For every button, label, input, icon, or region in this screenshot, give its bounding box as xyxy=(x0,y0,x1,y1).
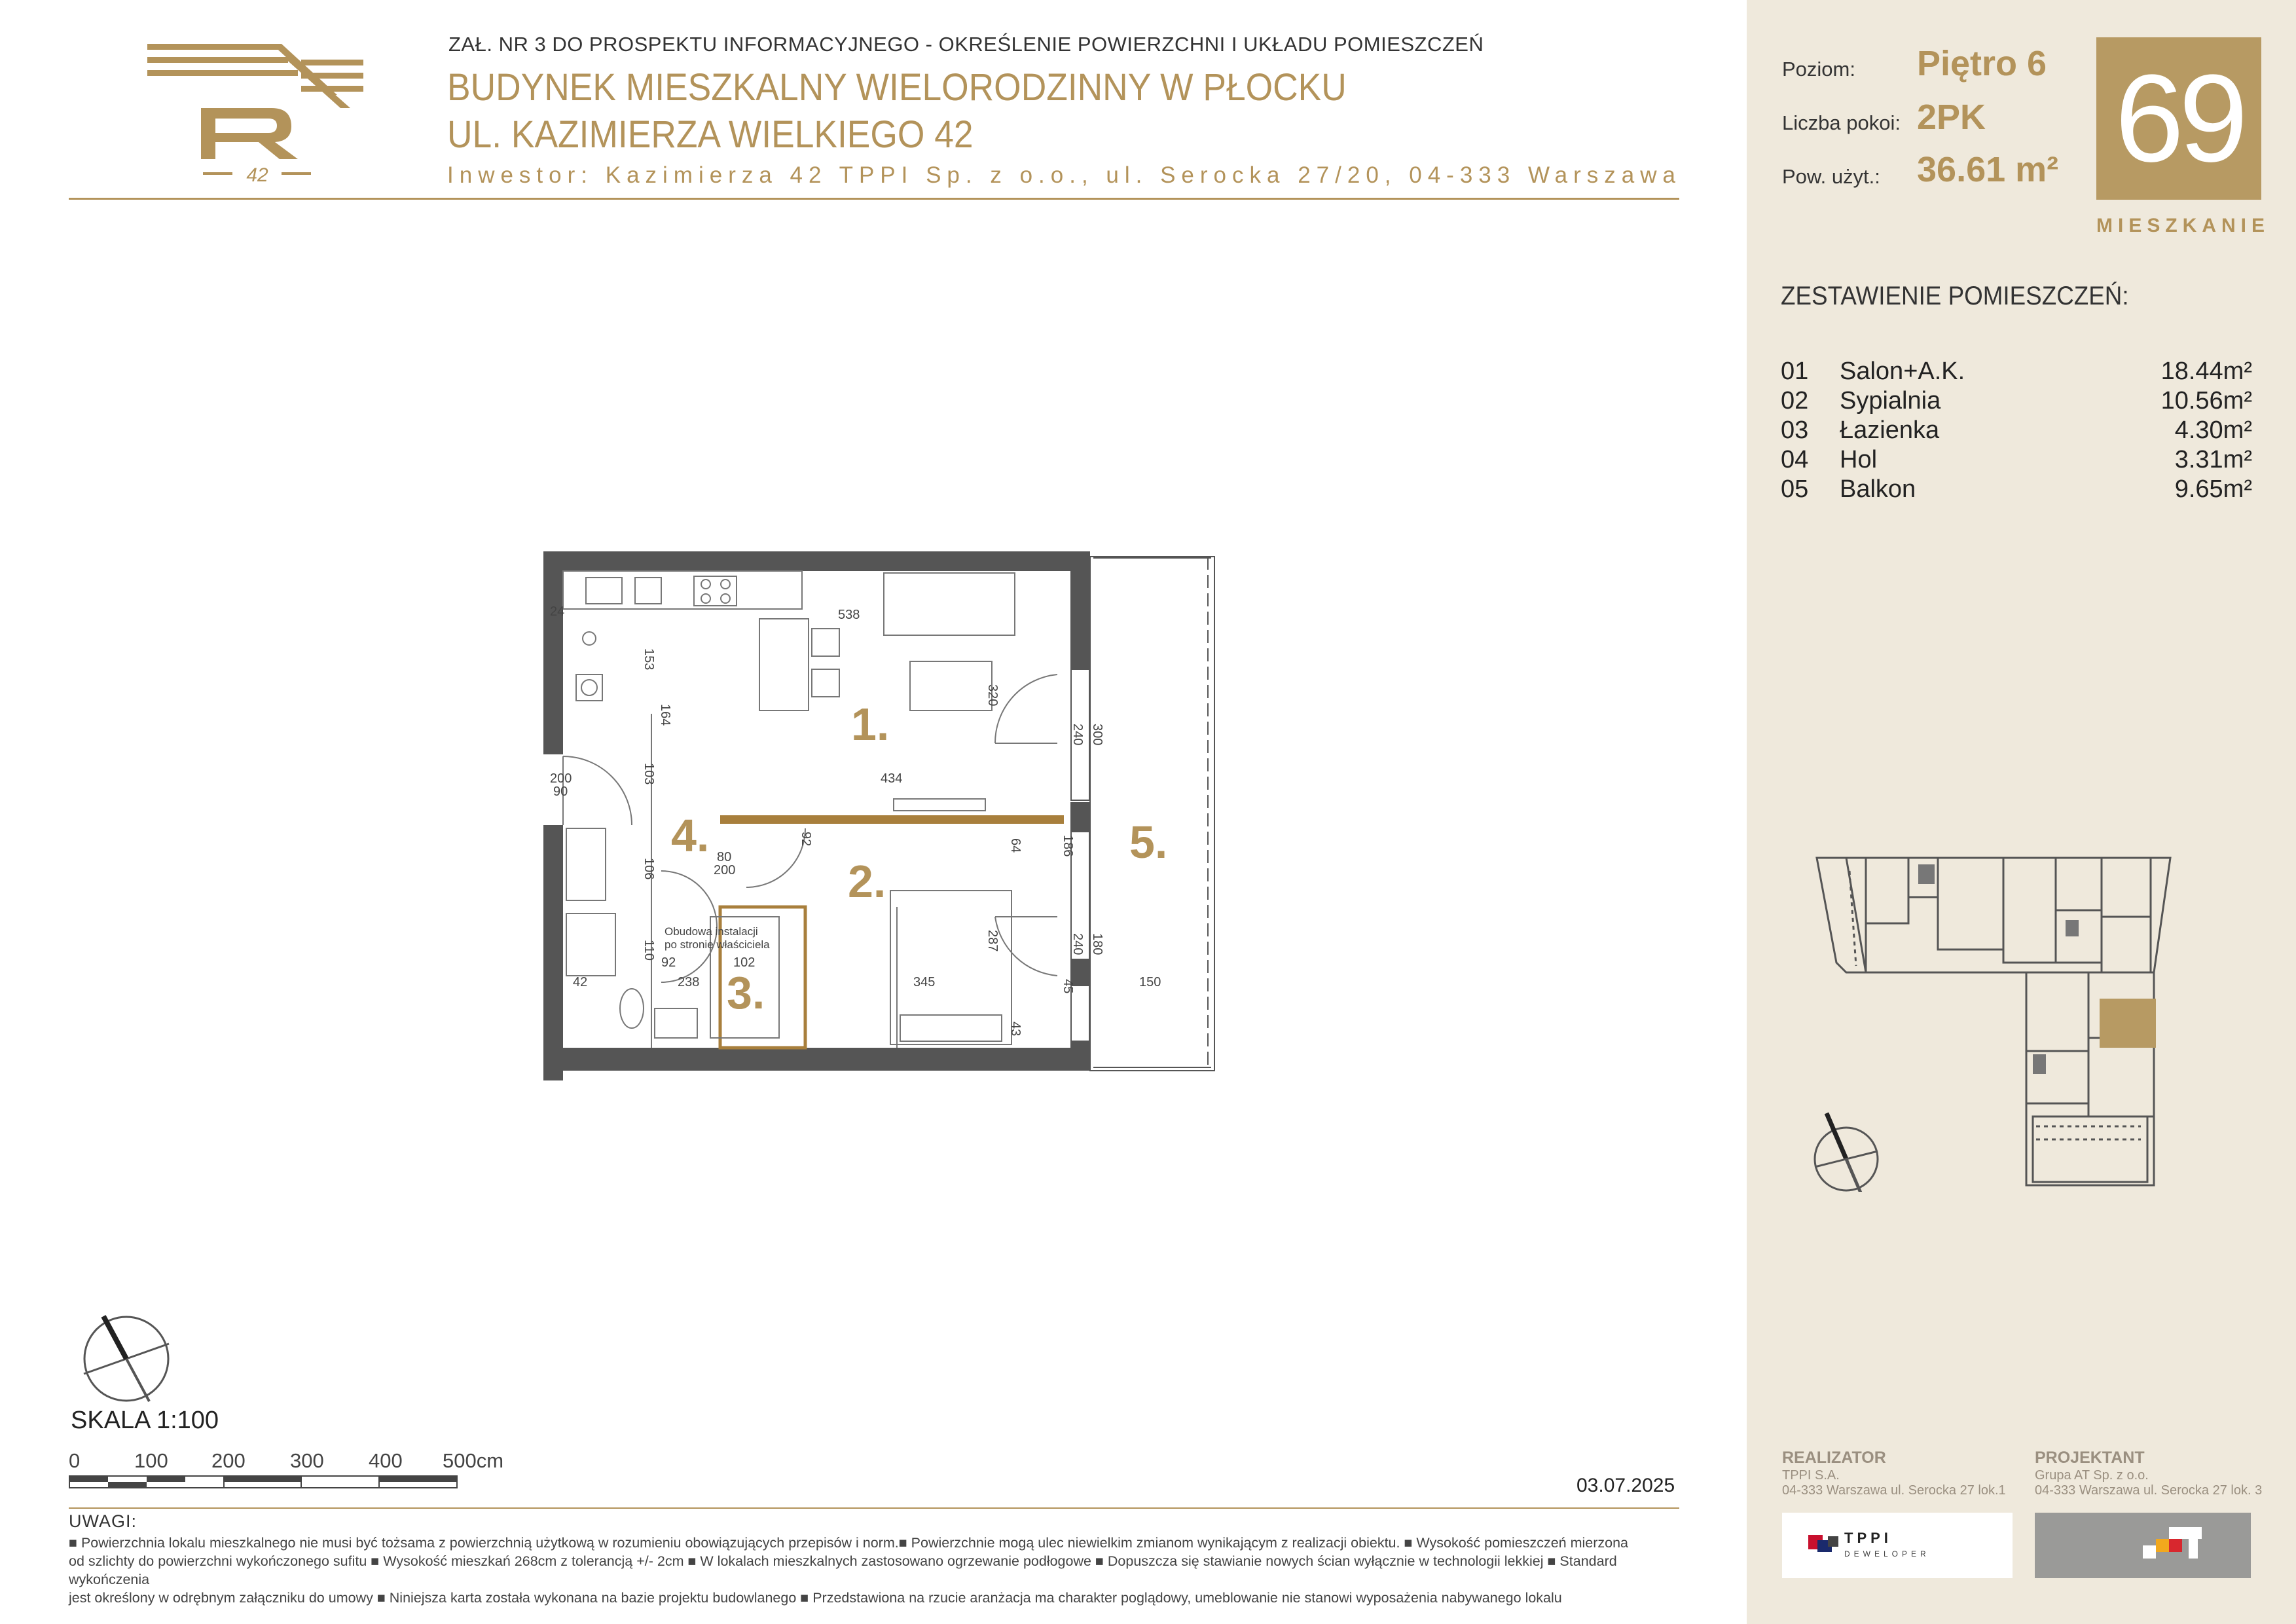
building-title: BUDYNEK MIESZKALNY WIELORODZINNY W PŁOCKU xyxy=(447,66,1347,109)
room-row xyxy=(1781,358,2252,387)
projektant-address: 04-333 Warszawa ul. Serocka 27 lok. 3 xyxy=(2035,1483,2263,1498)
dim-label: 538 xyxy=(838,608,860,622)
level-value: Piętro 6 xyxy=(1917,44,2047,83)
area-value: 36.61 m² xyxy=(1917,150,2059,189)
notes-text xyxy=(69,1534,1686,1607)
scale-tick: 300 xyxy=(290,1449,324,1472)
developer-logo xyxy=(141,36,376,187)
dim-label: 92 xyxy=(799,832,813,847)
logo-number: 42 xyxy=(246,164,268,186)
dim-label: 42 xyxy=(573,975,588,989)
casing-note: po stronie właściciela xyxy=(665,938,770,951)
grupa-at-logo xyxy=(2035,1513,2251,1578)
tppi-logo-text: TPPI xyxy=(1844,1530,1892,1546)
dim-label: 92 xyxy=(661,955,676,970)
apartment-floor-plan xyxy=(537,544,1231,1080)
room-name: Hol xyxy=(1840,446,1878,473)
scale-tick: 0 xyxy=(69,1449,81,1472)
room-number: 03 xyxy=(1781,416,1809,444)
grupa-at-logo-icon xyxy=(2035,1513,2251,1578)
dim-label: 238 xyxy=(678,975,700,989)
realizator-name: TPPI S.A. xyxy=(1782,1468,1840,1483)
dim-label: 345 xyxy=(913,975,936,989)
apartment-caption: MIESZKANIE xyxy=(2096,215,2270,236)
room-row xyxy=(1781,446,2252,475)
dim-label: 300 xyxy=(1090,724,1104,746)
tppi-logo-subtext: DEWELOPER xyxy=(1844,1549,1930,1559)
rooms-count-value: 2PK xyxy=(1917,98,1986,137)
scale-tick: 100 xyxy=(134,1449,168,1472)
room-label-4: 4. xyxy=(671,810,710,861)
scale-tick: 200 xyxy=(211,1449,246,1472)
room-name: Salon+A.K. xyxy=(1840,358,1965,385)
notes-line: od szlichty do powierzchni wykończonego sufitu ■ Wysokość mieszkań 268cm z tolerancją +/- 2cm ■ W lokalach mieszkalnych zastosowano ogrzewanie podłogowe ■ Dopuszcza się stawianie nowych ścian wyłącznie w technologii lekkiej ■ Standard wykończenia xyxy=(69,1553,1617,1587)
dim-label: 200 xyxy=(714,863,736,877)
dim-label: 240 xyxy=(1070,724,1085,746)
level-label: Poziom: xyxy=(1782,58,1855,81)
room-number: 04 xyxy=(1781,446,1809,473)
room-number: 05 xyxy=(1781,475,1809,503)
info-panel xyxy=(1747,0,2296,1624)
dim-label: 186 xyxy=(1061,835,1075,857)
dim-label: 164 xyxy=(658,704,672,726)
room-row xyxy=(1781,387,2252,416)
dim-label: 80 xyxy=(717,850,732,864)
realizator-address: 04-333 Warszawa ul. Serocka 27 lok.1 xyxy=(1782,1483,2006,1498)
room-name: Sypialnia xyxy=(1840,387,1941,415)
room-label-3: 3. xyxy=(727,967,765,1018)
rooms-list-title: ZESTAWIENIE POMIESZCZEŃ: xyxy=(1781,282,2129,310)
dim-label: 90 xyxy=(553,784,568,799)
casing-note: Obudowa instalacji xyxy=(665,925,758,938)
room-row xyxy=(1781,475,2252,505)
scale-tick: 400 xyxy=(369,1449,403,1472)
scale-tick: 500cm xyxy=(443,1449,504,1472)
room-label-2: 2. xyxy=(848,856,886,907)
document-date: 03.07.2025 xyxy=(1576,1475,1675,1496)
room-area: 18.44m² xyxy=(2160,358,2252,385)
dim-label: 64 xyxy=(1008,838,1023,853)
room-label-5: 5. xyxy=(1129,817,1168,868)
tppi-logo-icon xyxy=(1782,1513,2013,1578)
room-name: Łazienka xyxy=(1840,416,1940,444)
dim-label: 103 xyxy=(642,763,656,785)
room-area: 10.56m² xyxy=(2160,387,2252,415)
notes-line: jest określony w odrębnym załączniku do umowy ■ Niniejsza karta została wykonana na bazie projektu budowlanego ■ Przedstawiona na rzucie aranżacja ma charakter poglądowy, umeblowanie nie stanowi wyposażenia nabywanego lokalu xyxy=(69,1590,1562,1606)
dim-label: 102 xyxy=(733,955,756,970)
dim-label: 180 xyxy=(1090,933,1104,955)
rooms-count-label: Liczba pokoi: xyxy=(1782,111,1901,134)
room-number: 01 xyxy=(1781,358,1809,385)
building-address: UL. KAZIMIERZA WIELKIEGO 42 xyxy=(447,113,974,156)
room-number: 02 xyxy=(1781,387,1809,415)
north-arrow-icon xyxy=(77,1310,175,1408)
footer-divider xyxy=(69,1507,1679,1509)
building-key-plan xyxy=(1807,851,2174,1192)
dim-label: 43 xyxy=(1008,1022,1023,1037)
dim-label: 106 xyxy=(642,858,656,880)
dim-label: 24 xyxy=(550,604,565,619)
dim-label: 110 xyxy=(642,940,656,961)
room-area: 3.31m² xyxy=(2174,446,2252,473)
dim-label: 240 xyxy=(1070,933,1085,955)
area-label: Pow. użyt.: xyxy=(1782,165,1880,188)
projektant-title: PROJEKTANT xyxy=(2035,1449,2145,1467)
room-label-1: 1. xyxy=(851,699,890,750)
investor-line: Inwestor: Kazimierza 42 TPPI Sp. z o.o., ul. Serocka 27/20, 04-333 Warszawa xyxy=(447,162,1682,188)
dim-label: 287 xyxy=(985,930,1000,952)
dim-label: 200 xyxy=(550,771,572,786)
dim-label: 320 xyxy=(985,684,1000,707)
dim-label: 153 xyxy=(642,648,656,671)
realizator-title: REALIZATOR xyxy=(1782,1449,1886,1467)
tppi-logo xyxy=(1782,1513,2013,1578)
room-name: Balkon xyxy=(1840,475,1916,503)
attachment-title: ZAŁ. NR 3 DO PROSPEKTU INFORMACYJNEGO - OKREŚLENIE POWIERZCHNI I UKŁADU POMIESZCZEŃ xyxy=(448,33,1484,56)
notes-line: ■ Powierzchnia lokalu mieszkalnego nie musi być tożsama z powierzchnią użytkową w rozumieniu obowiązujących przepisów i norm.■ Powierzchnie mogą ulec niewielkim zmianom wynikającym z realizacji obiektu. ■ Wysokość pomieszczeń mierzona xyxy=(69,1535,1629,1551)
apartment-number: 69 xyxy=(2096,37,2261,200)
room-area: 9.65m² xyxy=(2174,475,2252,503)
room-row xyxy=(1781,416,2252,446)
dim-label: 434 xyxy=(881,771,903,786)
scale-label: SKALA 1:100 xyxy=(71,1407,219,1434)
dim-label: 45 xyxy=(1061,979,1075,994)
projektant-name: Grupa AT Sp. z o.o. xyxy=(2035,1468,2149,1483)
header-divider xyxy=(69,198,1679,200)
notes-title: UWAGI: xyxy=(69,1511,137,1531)
scale-bar xyxy=(69,1475,462,1490)
dim-label: 150 xyxy=(1139,975,1161,989)
room-area: 4.30m² xyxy=(2174,416,2252,444)
